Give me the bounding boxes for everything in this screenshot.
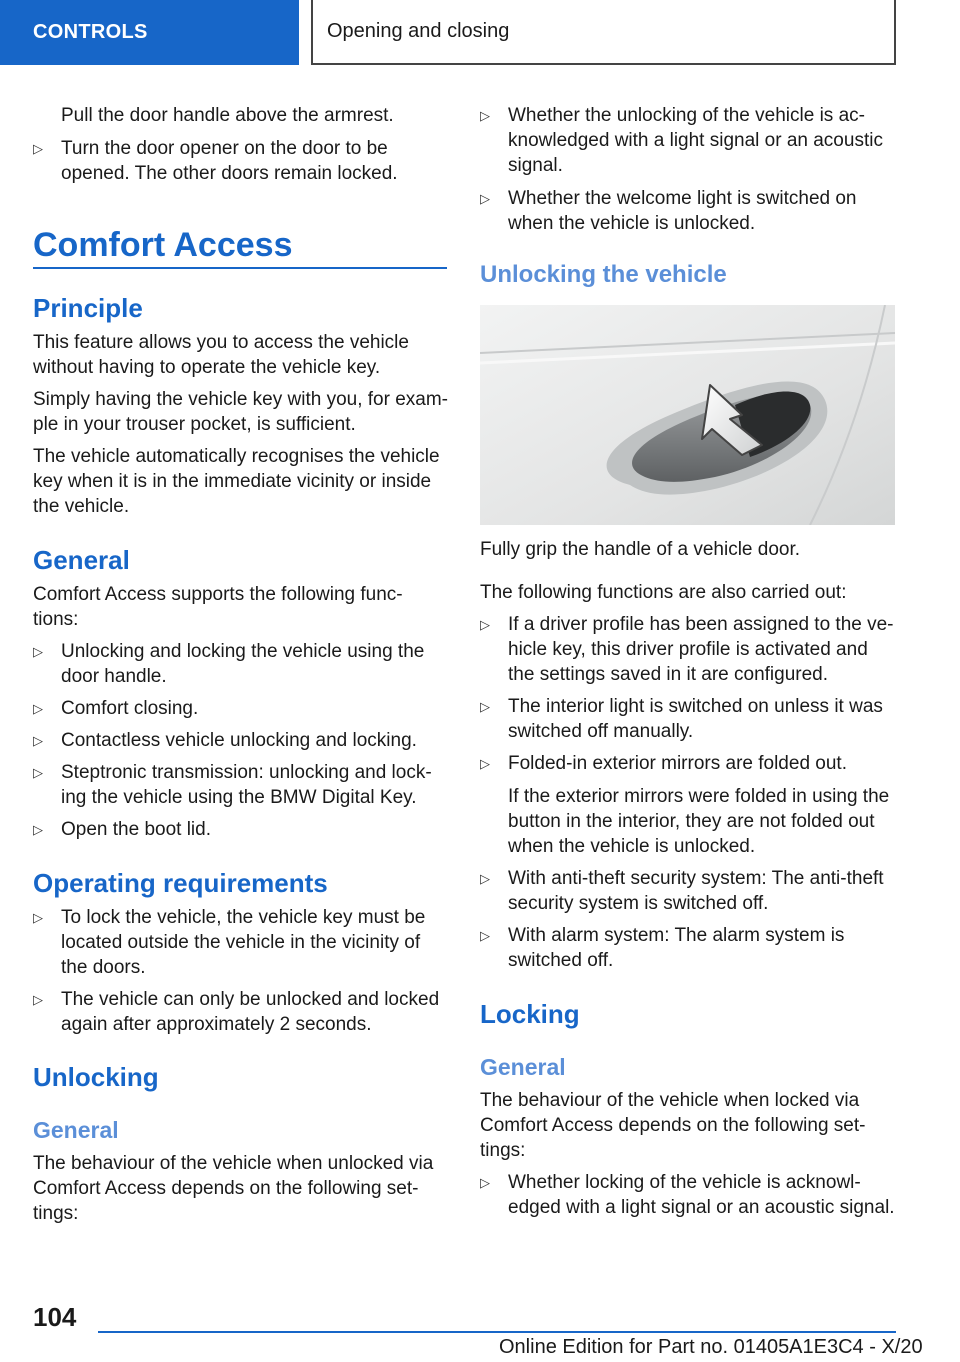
paragraph: The following functions are also carried out: bbox=[480, 582, 847, 603]
bullet-icon: ▷ bbox=[480, 699, 490, 714]
chapter-label: Opening and closing bbox=[327, 20, 510, 42]
list-item-note: If the exterior mirrors were folded in using the button in the interior, they are not folded out when the vehicle is unlocked. bbox=[508, 786, 890, 857]
page-title: Comfort Access bbox=[33, 226, 293, 264]
photo-caption: Fully grip the handle of a vehicle door. bbox=[480, 539, 801, 560]
bullet-icon: ▷ bbox=[33, 733, 43, 748]
paragraph: Pull the door handle above the armrest. bbox=[61, 105, 394, 126]
section-label: CONTROLS bbox=[33, 21, 148, 43]
paragraph: The behaviour of the vehicle when unlocked via Comfort Access depends on the following set- tings: bbox=[33, 1153, 434, 1224]
heading-unlocking: Unlocking bbox=[33, 1062, 159, 1092]
bullet-icon: ▷ bbox=[33, 701, 43, 716]
paragraph: Comfort Access supports the following func- tions: bbox=[33, 584, 403, 630]
paragraph: The vehicle automatically recognises the vehicle key when it is in the immediate vicinity or inside the vehicle. bbox=[33, 446, 440, 517]
heading-unlocking-the-vehicle: Unlocking the vehicle bbox=[480, 261, 727, 288]
bullet-icon: ▷ bbox=[33, 822, 43, 837]
bullet-icon: ▷ bbox=[480, 108, 490, 123]
bullet-icon: ▷ bbox=[33, 141, 43, 156]
bullet-icon: ▷ bbox=[33, 992, 43, 1007]
door-handle-illustration bbox=[480, 305, 895, 525]
bullet-icon: ▷ bbox=[480, 191, 490, 206]
section-tab bbox=[0, 0, 299, 65]
heading-principle: Principle bbox=[33, 293, 143, 323]
bullet-icon: ▷ bbox=[480, 756, 490, 771]
footer-rule bbox=[98, 1331, 896, 1333]
title-rule bbox=[33, 267, 447, 269]
subheading-general: General bbox=[480, 1054, 566, 1080]
chapter-tab bbox=[311, 0, 896, 65]
heading-operating-requirements: Operating requirements bbox=[33, 868, 328, 898]
page-number: 104 bbox=[33, 1302, 77, 1332]
paragraph: This feature allows you to access the vehicle without having to operate the vehicle key. bbox=[33, 332, 409, 378]
bullet-icon: ▷ bbox=[33, 765, 43, 780]
bullet-icon: ▷ bbox=[480, 871, 490, 886]
door-handle-photo bbox=[480, 305, 895, 525]
bullet-icon: ▷ bbox=[33, 910, 43, 925]
paragraph: The behaviour of the vehicle when locked via Comfort Access depends on the following set- tings: bbox=[480, 1090, 866, 1161]
bullet-icon: ▷ bbox=[480, 617, 490, 632]
subheading-general: General bbox=[33, 1117, 119, 1143]
bullet-icon: ▷ bbox=[480, 1175, 490, 1190]
heading-locking: Locking bbox=[480, 999, 580, 1029]
bullet-icon: ▷ bbox=[33, 644, 43, 659]
heading-general: General bbox=[33, 545, 130, 575]
bullet-icon: ▷ bbox=[480, 928, 490, 943]
paragraph: Simply having the vehicle key with you, for exam- ple in your trouser pocket, is sufficient. bbox=[33, 389, 449, 435]
footer-text: Online Edition for Part no. 01405A1E3C4 - X/20 bbox=[499, 1336, 923, 1358]
